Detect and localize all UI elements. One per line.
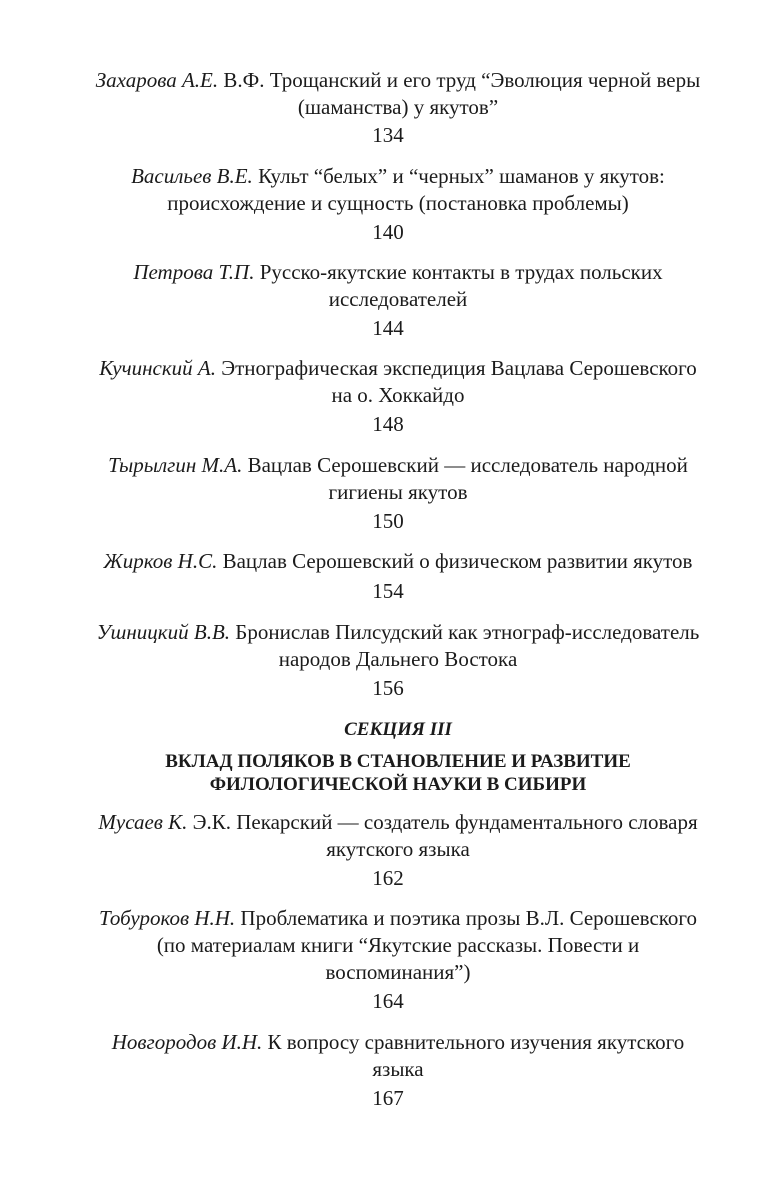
entry-page-number: 144 <box>372 316 404 340</box>
entry-title-cont: (по материалам книги “Якутские рассказы. Повести и <box>156 933 640 957</box>
entry-title: Этнографическая экспедиция Вацлава Серошевского <box>221 356 697 380</box>
entry-line <box>60 259 736 286</box>
entry-title-cont: (шаманства) у якутов” <box>297 95 499 119</box>
entry-title: Вацлав Серошевский о физическом развитии якутов <box>222 549 693 573</box>
entry-title: В.Ф. Трощанский и его труд “Эволюция черной веры <box>223 68 701 92</box>
entry-author: Тобуроков Н.Н. <box>98 906 236 930</box>
entry-author: Васильев В.Е. <box>131 164 253 188</box>
entry-title-cont: гигиены якутов <box>328 480 468 504</box>
entry-line <box>60 809 736 836</box>
entry-title-cont: исследователей <box>328 287 468 311</box>
entry-title: Вацлав Серошевский — исследователь народной <box>247 453 688 477</box>
entry-line <box>60 67 736 94</box>
entry-line <box>60 452 736 479</box>
toc-entry <box>60 355 736 409</box>
entry-author: Кучинский А. <box>99 356 217 380</box>
entry-title: Культ “белых” и “черных” шаманов у якутов: <box>258 164 665 188</box>
entry-title-cont: народов Дальнего Востока <box>278 647 518 671</box>
entry-page-number: 156 <box>372 676 404 700</box>
toc-entry <box>60 809 736 863</box>
entry-title: Проблематика и поэтика прозы В.Л. Серошевского <box>240 906 698 930</box>
entry-page-number: 162 <box>372 866 404 890</box>
entry-page-number: 140 <box>372 220 404 244</box>
entry-title: Э.К. Пекарский — создатель фундаментального словаря <box>192 810 698 834</box>
toc-entry <box>60 67 736 121</box>
entry-title-cont: происхождение и сущность (постановка проблемы) <box>167 191 629 215</box>
entry-page-number: 134 <box>372 123 404 147</box>
entry-author: Новгородов И.Н. <box>111 1030 263 1054</box>
entry-title: Бронислав Пилсудский как этнограф-исследователь <box>235 620 700 644</box>
entry-page-number: 148 <box>372 412 404 436</box>
entry-author: Захарова А.Е. <box>95 68 219 92</box>
entry-line <box>60 1029 736 1056</box>
toc-entry <box>60 259 736 313</box>
entry-author: Тырылгин М.А. <box>108 453 243 477</box>
entry-line <box>60 163 736 190</box>
section-title-line: ФИЛОЛОГИЧЕСКОЙ НАУКИ В СИБИРИ <box>209 774 587 795</box>
entry-page-number: 150 <box>372 509 404 533</box>
entry-page-number: 154 <box>372 579 404 603</box>
entry-title: К вопросу сравнительного изучения якутского <box>267 1030 685 1054</box>
entry-title: Русско-якутские контакты в трудах польских <box>259 260 663 284</box>
entry-title-cont: воспоминания”) <box>325 960 471 984</box>
entry-line <box>60 548 736 575</box>
entry-title-cont: на о. Хоккайдо <box>331 383 465 407</box>
toc-entry <box>60 548 736 575</box>
entry-title-cont: языка <box>372 1057 424 1081</box>
section-label: СЕКЦИЯ III <box>344 719 452 740</box>
toc-entry <box>60 619 736 673</box>
entry-line <box>60 619 736 646</box>
entry-author: Петрова Т.П. <box>133 260 255 284</box>
toc-entry <box>60 1029 736 1083</box>
entry-line <box>60 355 736 382</box>
entry-author: Ушницкий В.В. <box>96 620 231 644</box>
entry-author: Жирков Н.С. <box>103 549 218 573</box>
section-title <box>60 750 736 796</box>
toc-entry <box>60 452 736 506</box>
toc-entry <box>60 163 736 217</box>
entry-line <box>60 905 736 932</box>
toc-entry <box>60 905 736 986</box>
entry-page-number: 164 <box>372 989 404 1013</box>
entry-page-number: 167 <box>372 1086 404 1110</box>
section-title-line: ВКЛАД ПОЛЯКОВ В СТАНОВЛЕНИЕ И РАЗВИТИЕ <box>165 751 631 772</box>
entry-author: Мусаев К. <box>98 810 188 834</box>
entry-title-cont: якутского языка <box>326 837 470 861</box>
